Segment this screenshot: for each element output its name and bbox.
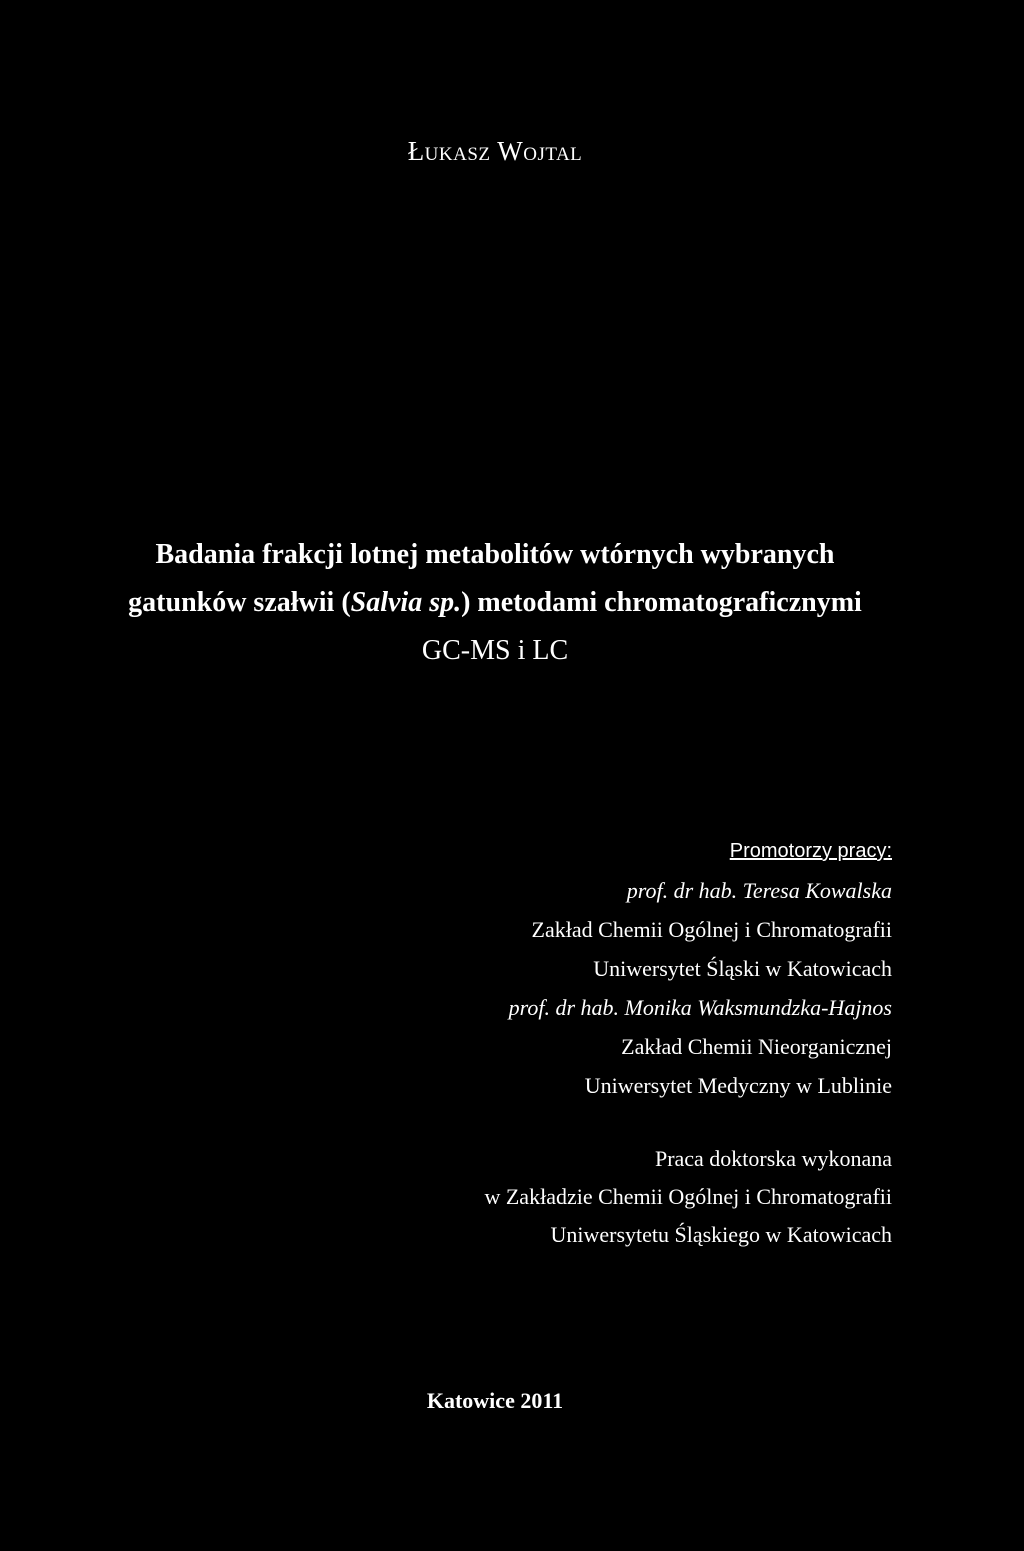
title-line-2 xyxy=(0,579,990,627)
promoter-2-university: Uniwersytet Medyczny w Lublinie xyxy=(584,1073,892,1098)
promoters-block xyxy=(292,832,892,1105)
promoter-1-department: Zakład Chemii Ogólnej i Chromatografii xyxy=(531,917,892,942)
promoter-2-name: prof. dr hab. Monika Waksmundzka-Hajnos xyxy=(508,995,892,1020)
promoter-1-university: Uniwersytet Śląski w Katowicach xyxy=(593,956,892,981)
thesis-line-1: Praca doktorska wykonana xyxy=(654,1146,892,1171)
thesis-title xyxy=(0,531,990,675)
thesis-line-2: w Zakładzie Chemii Ogólnej i Chromatografii xyxy=(484,1184,892,1209)
thesis-info-block xyxy=(292,1140,892,1254)
title-line-3: GC-MS i LC xyxy=(421,635,569,666)
thesis-line-3: Uniwersytetu Śląskiego w Katowicach xyxy=(550,1222,892,1247)
title-line-1: Badania frakcji lotnej metabolitów wtórnych wybranych xyxy=(155,539,835,570)
place-and-year: Katowice 2011 xyxy=(426,1388,564,1413)
promoter-1-name: prof. dr hab. Teresa Kowalska xyxy=(626,878,892,903)
title-line-2-post: ) metodami chromatograficznymi xyxy=(461,587,862,618)
author-name: Łukasz Wojtal xyxy=(407,136,583,166)
title-line-2-species: Salvia sp. xyxy=(350,587,462,618)
title-line-2-pre: gatunków szałwii ( xyxy=(128,587,351,618)
promoters-heading: Promotorzy pracy: xyxy=(729,840,892,862)
promoter-2-department: Zakład Chemii Nieorganicznej xyxy=(621,1034,892,1059)
